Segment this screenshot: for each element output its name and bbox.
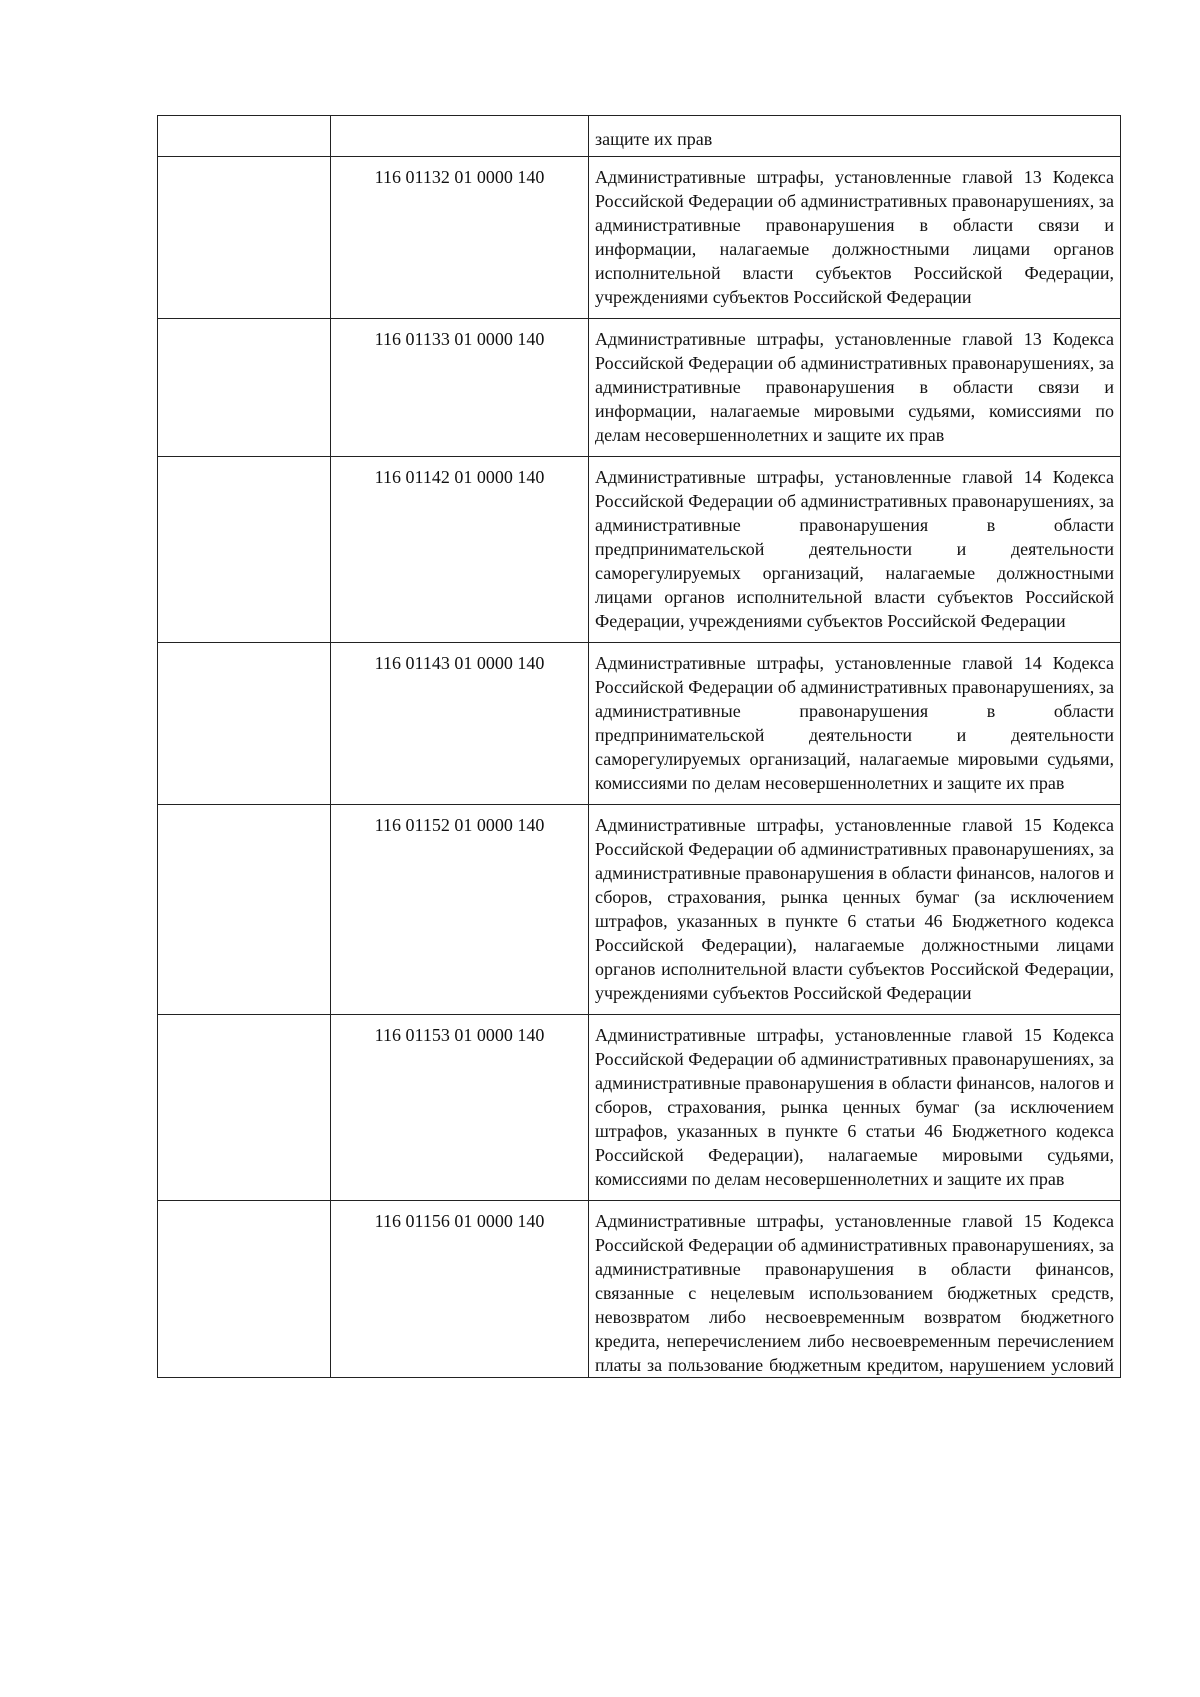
description-cell: Административные штрафы, установленные главой 13 Кодекса Российской Федерации об административных правонарушениях, за административные правонарушения в области связи и информации, налагаемые должностными лицами органов исполнительной власти субъектов Российской Федерации, учреждениями субъектов Российской Федерации (589, 157, 1121, 319)
blank-cell (158, 643, 331, 805)
description-cell: Административные штрафы, установленные главой 14 Кодекса Российской Федерации об административных правонарушениях, за административные правонарушения в области предпринимательской деятельности и деятельности саморегулируемых организаций, налагаемые должностными лицами органов исполнительной власти субъектов Российской Федерации, учреждениями субъектов Российской Федерации (589, 457, 1121, 643)
description-cell: Административные штрафы, установленные главой 14 Кодекса Российской Федерации об административных правонарушениях, за административные правонарушения в области предпринимательской деятельности и деятельности саморегулируемых организаций, налагаемые мировыми судьями, комиссиями по делам несовершеннолетних и защите их прав (589, 643, 1121, 805)
budget-code-cell: 116 01133 01 0000 140 (331, 319, 589, 457)
description-cell: Административные штрафы, установленные главой 15 Кодекса Российской Федерации об административных правонарушениях, за административные правонарушения в области финансов, связанные с нецелевым использованием бюджетных средств, невозвратом либо несвоевременным возвратом бюджетного кредита, неперечислением либо несвоевременным перечислением платы за пользование бюджетным кредитом, нарушением условий (589, 1201, 1121, 1378)
table-row (158, 1015, 1121, 1201)
blank-cell (158, 1201, 331, 1378)
blank-cell (158, 1015, 331, 1201)
table-row (158, 116, 1121, 157)
blank-cell (158, 319, 331, 457)
blank-cell (158, 116, 331, 157)
blank-cell (158, 157, 331, 319)
budget-code-cell (331, 116, 589, 157)
blank-cell (158, 805, 331, 1015)
budget-code-cell: 116 01142 01 0000 140 (331, 457, 589, 643)
budget-code-cell: 116 01152 01 0000 140 (331, 805, 589, 1015)
budget-code-cell: 116 01153 01 0000 140 (331, 1015, 589, 1201)
budget-code-cell: 116 01132 01 0000 140 (331, 157, 589, 319)
description-cell: Административные штрафы, установленные главой 15 Кодекса Российской Федерации об административных правонарушениях, за административные правонарушения в области финансов, налогов и сборов, страхования, рынка ценных бумаг (за исключением штрафов, указанных в пункте 6 статьи 46 Бюджетного кодекса Российской Федерации), налагаемые мировыми судьями, комиссиями по делам несовершеннолетних и защите их прав (589, 1015, 1121, 1201)
table-row (158, 319, 1121, 457)
description-cell: Административные штрафы, установленные главой 15 Кодекса Российской Федерации об административных правонарушениях, за административные правонарушения в области финансов, налогов и сборов, страхования, рынка ценных бумаг (за исключением штрафов, указанных в пункте 6 статьи 46 Бюджетного кодекса Российской Федерации), налагаемые должностными лицами органов исполнительной власти субъектов Российской Федерации, учреждениями субъектов Российской Федерации (589, 805, 1121, 1015)
table-row (158, 157, 1121, 319)
table-row (158, 805, 1121, 1015)
table-row (158, 457, 1121, 643)
budget-code-cell: 116 01143 01 0000 140 (331, 643, 589, 805)
budget-classification-table (157, 115, 1121, 1378)
table-row (158, 1201, 1121, 1378)
description-cell: Административные штрафы, установленные главой 13 Кодекса Российской Федерации об административных правонарушениях, за административные правонарушения в области связи и информации, налагаемые мировыми судьями, комиссиями по делам несовершеннолетних и защите их прав (589, 319, 1121, 457)
description-cell: защите их прав (589, 116, 1121, 157)
budget-code-cell: 116 01156 01 0000 140 (331, 1201, 589, 1378)
blank-cell (158, 457, 331, 643)
table-row (158, 643, 1121, 805)
